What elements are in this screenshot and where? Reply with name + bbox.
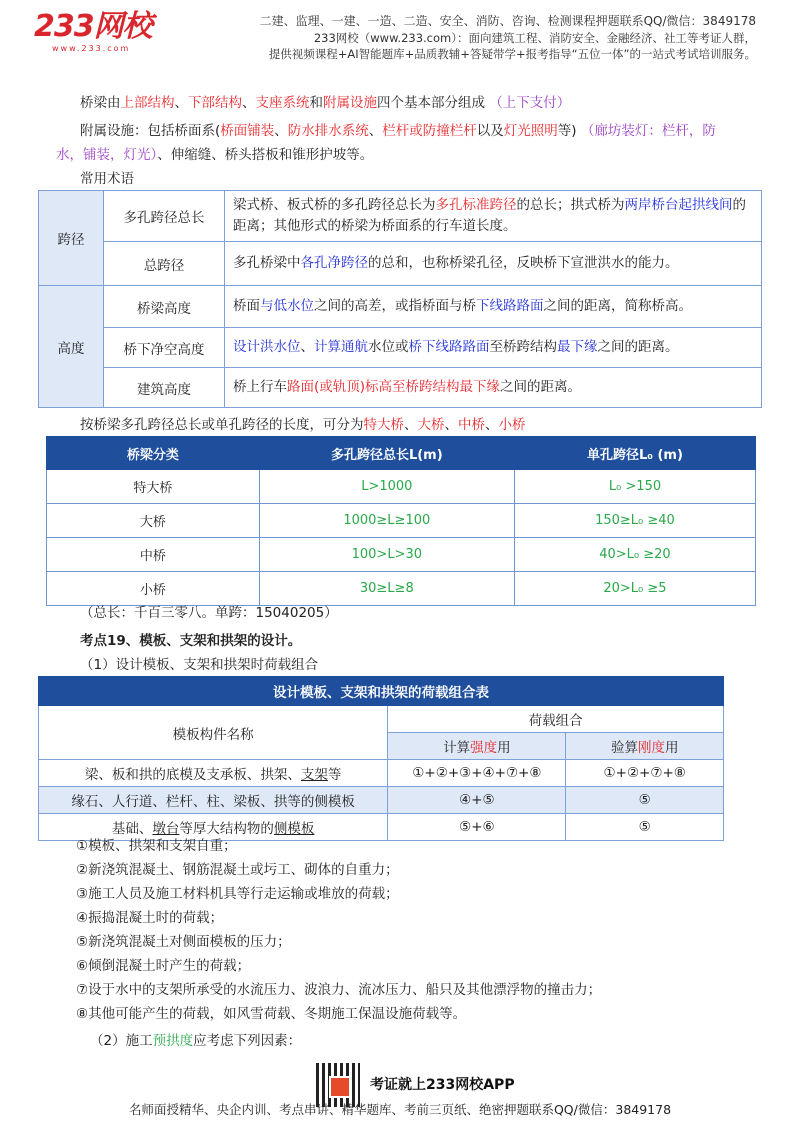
load-item: ③施工人员及施工材料机具等行走运输或堆放的荷载； <box>76 886 399 902</box>
text-segment: 之间的距离，简称桥高。 <box>543 298 692 314</box>
col-header <box>566 733 724 760</box>
intro-paragraph-2-cont <box>56 144 373 166</box>
text-segment: 大桥 <box>417 417 445 433</box>
text-segment: 小桥 <box>498 417 526 433</box>
classification-intro <box>80 414 526 436</box>
text-segment: 桥上行车 <box>233 379 287 395</box>
header-intro-line2: 提供视频课程+AI智能题库+品质教辅+答疑带学+报考指导“五位一体”的一站式考试培训服务。 <box>268 47 756 61</box>
text-segment: 水，铺装，灯光） <box>56 147 158 163</box>
text-segment: 等 <box>327 767 342 783</box>
text-segment: 应考虑下列因素： <box>193 1033 302 1049</box>
table-cell: 大桥 <box>47 504 260 538</box>
text-segment: 计算 <box>443 740 471 756</box>
text-segment: 缘石、人行道、栏杆、柱、梁板、拱等的侧模板 <box>71 794 355 810</box>
text-segment: 与低水位 <box>260 298 314 314</box>
table-cell: 150≥L₀ ≥40 <box>514 504 755 538</box>
text-segment: 附属设施 <box>323 95 377 111</box>
logo-text: 233网校 <box>34 9 152 44</box>
text-segment: 各孔净跨径 <box>300 255 368 271</box>
subsection-title: （1）设计模板、支架和拱架时荷载组合 <box>80 657 319 673</box>
text-segment: 至桥跨结构 <box>489 339 557 355</box>
table-cell: ①+②+③+④+⑦+⑧ <box>388 760 566 787</box>
table-row <box>39 760 724 787</box>
term-name: 建筑高度 <box>104 368 225 408</box>
text-segment: 用 <box>664 740 679 756</box>
terms-title: 常用术语 <box>80 171 134 187</box>
col-header: 荷载组合 <box>388 706 724 733</box>
text-segment: 下部结构 <box>188 95 242 111</box>
text-segment: （上下支付） <box>489 95 571 111</box>
table-cell: 小桥 <box>47 572 260 606</box>
table-cell: 特大桥 <box>47 470 260 504</box>
intro-paragraph-2 <box>80 120 716 142</box>
table-cell <box>39 787 388 814</box>
bridge-classification-table <box>46 436 756 606</box>
text-segment: 用 <box>497 740 511 756</box>
text-segment: 、 <box>174 95 188 111</box>
text-segment: 水位或 <box>368 339 409 355</box>
text-segment: 桥梁由 <box>80 95 121 111</box>
text-segment: 支架 <box>300 767 328 783</box>
table-cell <box>39 760 388 787</box>
table-row <box>47 504 756 538</box>
term-name: 多孔跨径总长 <box>104 191 225 242</box>
text-segment: 桥下线路路面 <box>408 339 490 355</box>
text-segment: 线间 <box>705 197 733 213</box>
footer-app-slogan: 考证就上233网校APP <box>370 1077 515 1093</box>
text-segment: 灯光照明 <box>503 123 558 139</box>
term-desc <box>225 368 762 408</box>
text-segment: 、 <box>404 417 418 433</box>
text-segment: 基础、 <box>111 821 153 837</box>
col-header: 桥梁分类 <box>47 437 260 470</box>
text-segment: 附属设施：包括桥面系( <box>80 123 221 139</box>
term-desc <box>225 286 762 328</box>
text-segment: 上部结构 <box>120 95 175 111</box>
table-cell: ④+⑤ <box>388 787 566 814</box>
text-segment: 栏杆或防撞栏杆 <box>382 123 477 139</box>
text-segment: 等厚大结构物的 <box>179 821 274 837</box>
text-segment: 四个基本部分组成 <box>377 95 490 111</box>
brand-logo <box>34 10 174 56</box>
term-desc <box>225 191 762 242</box>
text-segment: 下线路路面 <box>476 298 544 314</box>
text-segment: 多孔桥梁中 <box>233 255 301 271</box>
text-segment: 、 <box>242 95 256 111</box>
text-segment: 梁式桥、板式桥的多孔跨径总长为 <box>233 197 436 213</box>
text-segment: 的总和，也称桥梁孔径，反映桥下宣泄洪水的能力。 <box>368 255 679 271</box>
table-cell: 100>L>30 <box>259 538 514 572</box>
table-cell: ⑤ <box>566 814 724 841</box>
term-name: 桥下净空高度 <box>104 328 225 368</box>
table-row <box>47 538 756 572</box>
text-segment: 验算 <box>610 740 638 756</box>
table-row <box>39 787 724 814</box>
table-cell: 30≥L≥8 <box>259 572 514 606</box>
text-segment: 和 <box>309 95 323 111</box>
text-segment: 设计洪水位 <box>233 339 301 355</box>
table-cell: 中桥 <box>47 538 260 572</box>
load-item: ⑤新浇筑混凝土对侧面模板的压力； <box>76 934 291 950</box>
text-segment: 预拱度 <box>152 1033 194 1049</box>
text-segment: 桥面铺装 <box>220 123 275 139</box>
text-segment: 强度 <box>470 740 498 756</box>
term-desc <box>225 328 762 368</box>
text-segment: 两岸桥台起拱 <box>624 197 706 213</box>
text-segment: 的距离；其他形式的桥梁为桥面系的行车道长度。 <box>233 197 746 234</box>
text-segment: 多孔标准跨径 <box>435 197 517 213</box>
table-cell: ⑤+⑥ <box>388 814 566 841</box>
text-segment: 的总长；拱式桥为 <box>516 197 625 213</box>
load-item: ②新浇筑混凝土、钢筋混凝土或圬工、砌体的自重力； <box>76 862 399 878</box>
subsection-title <box>90 1030 301 1052</box>
table-row <box>47 572 756 606</box>
footer-contact: 名师面授精华、央企内训、考点串讲、精华题库、考前三页纸、绝密押题联系QQ/微信：3849178 <box>128 1102 672 1117</box>
text-segment: 之间的距离。 <box>500 379 582 395</box>
text-segment: 、 <box>444 417 458 433</box>
text-segment: 以及 <box>476 123 504 139</box>
text-segment: 按桥梁多孔跨径总长或单孔跨径的长度，可分为 <box>80 417 364 433</box>
text-segment: 墩台 <box>152 821 180 837</box>
text-segment: 、 <box>274 123 288 139</box>
text-segment: 计算通航 <box>314 339 368 355</box>
table-cell: 20>L₀ ≥5 <box>514 572 755 606</box>
table-row <box>47 470 756 504</box>
table-cell: ⑤ <box>566 787 724 814</box>
text-segment: 、 <box>300 339 314 355</box>
text-segment: 最下缘 <box>557 339 598 355</box>
text-segment: 特大桥 <box>363 417 404 433</box>
text-segment: 之间的高差，或指桥面与桥 <box>314 298 476 314</box>
col-header: 模板构件名称 <box>39 706 388 760</box>
term-desc <box>225 242 762 286</box>
text-segment: 、 <box>368 123 383 139</box>
term-name: 桥梁高度 <box>104 286 225 328</box>
table-cell: L₀ >150 <box>514 470 755 504</box>
load-item: ①模板、拱架和支架自重； <box>76 838 237 854</box>
table-cell: 1000≥L≥100 <box>259 504 514 538</box>
load-item: ⑧其他可能产生的荷载，如风雪荷载、冬期施工保温设施荷载等。 <box>76 1006 467 1022</box>
table-cell: ①+②+⑦+⑧ <box>566 760 724 787</box>
header-contact: 二建、监理、一建、一造、二造、安全、消防、咨询、检测课程押题联系QQ/微信：3849178 <box>259 14 756 28</box>
text-segment: （2）施工 <box>90 1033 153 1049</box>
text-segment: 、伸缩缝、桥头搭板和锥形护坡等。 <box>157 147 374 163</box>
mnemonic: （总长：千百三零八。单跨：15040205） <box>80 605 338 621</box>
term-name: 总跨径 <box>104 242 225 286</box>
load-item: ⑦设于水中的支架所承受的水流压力、波浪力、流冰压力、船只及其他漂浮物的撞击力； <box>76 982 602 998</box>
table-cell: L>1000 <box>259 470 514 504</box>
text-segment: 等) <box>557 123 581 139</box>
section-title: 考点19、模板、支架和拱架的设计。 <box>80 633 302 649</box>
col-header <box>388 733 566 760</box>
load-combination-table <box>38 676 724 841</box>
text-segment: 、 <box>485 417 499 433</box>
table-cell: 40>L₀ ≥20 <box>514 538 755 572</box>
text-segment: 刚度 <box>637 740 665 756</box>
text-segment: 桥面 <box>233 298 260 314</box>
term-category: 跨径 <box>39 191 104 286</box>
logo-url: www.233.com <box>52 44 131 53</box>
load-item: ⑥倾倒混凝土时产生的荷载； <box>76 958 251 974</box>
col-header: 单孔跨径L₀ (m) <box>514 437 755 470</box>
text-segment: 梁、板和拱的底模及支承板、拱架、 <box>84 767 301 783</box>
text-segment: （廊坊装灯：栏杆，防 <box>580 123 716 139</box>
text-segment: 支座系统 <box>255 95 310 111</box>
term-category: 高度 <box>39 286 104 408</box>
text-segment: 之间的距离。 <box>597 339 679 355</box>
text-segment: 侧模板 <box>273 821 315 837</box>
table-title: 设计模板、支架和拱架的荷载组合表 <box>39 677 724 706</box>
text-segment: 路面(或轨顶)标高至桥跨结构最下缘 <box>287 379 501 395</box>
col-header: 多孔跨径总长L(m) <box>259 437 514 470</box>
terms-table <box>38 190 762 406</box>
text-segment: 防水排水系统 <box>287 123 369 139</box>
load-item: ④振捣混凝土时的荷载； <box>76 910 224 926</box>
text-segment: 中桥 <box>458 417 485 433</box>
header-intro-line1: 233网校（www.233.com）：面向建筑工程、消防安全、金融经济、社工等考证人群， <box>313 31 756 45</box>
intro-paragraph-1 <box>80 92 570 114</box>
